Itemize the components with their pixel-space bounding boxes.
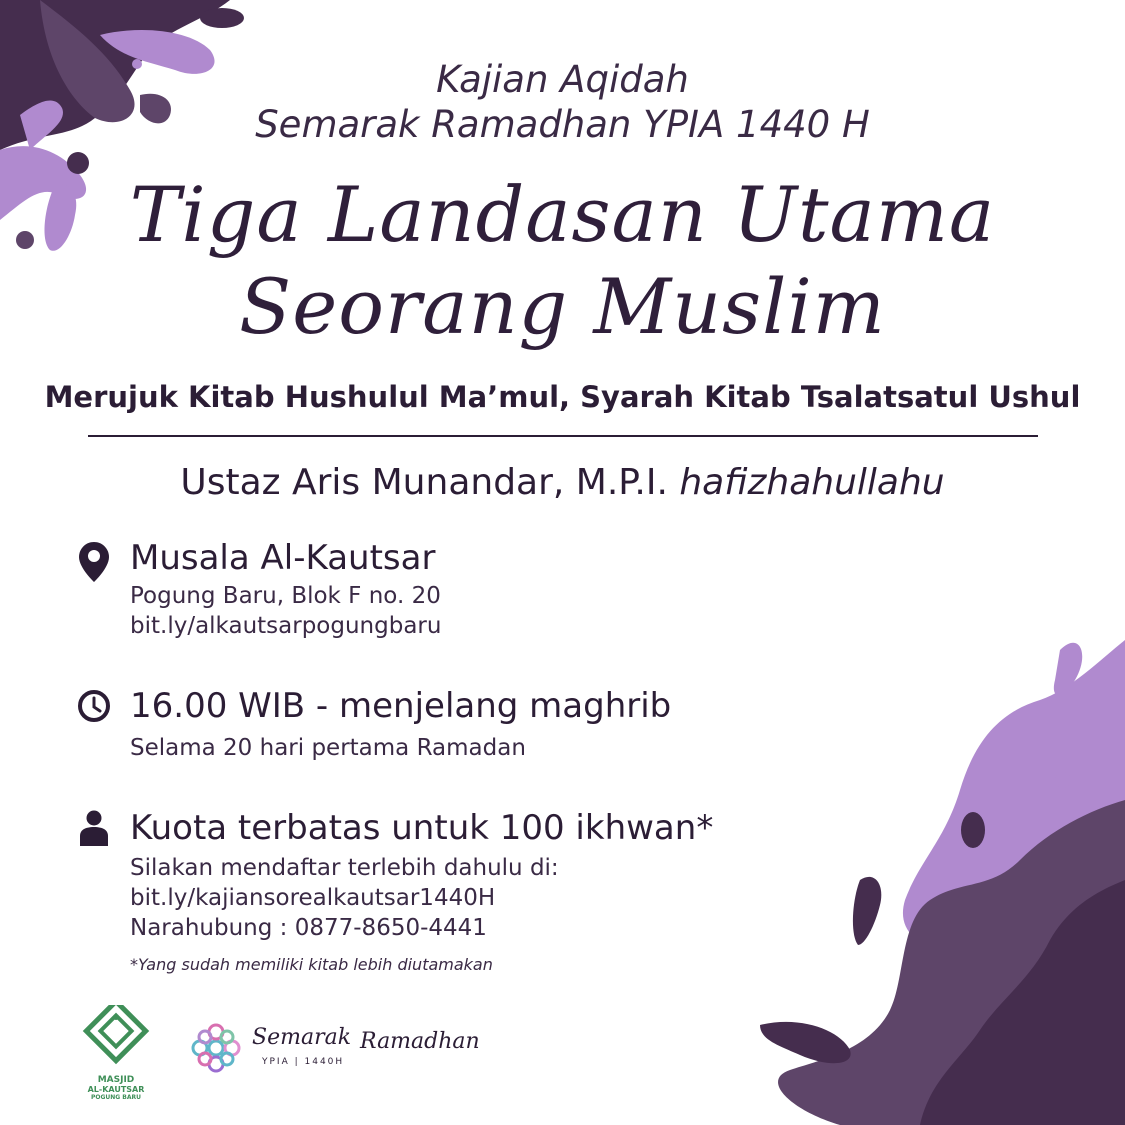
time-heading: 16.00 WIB - menjelang maghrib [130,686,672,726]
time-detail: Selama 20 hari pertama Ramadan [130,735,526,761]
semarak-word: Semarak [252,1025,352,1050]
divider [88,435,1038,437]
semarak-ramadhan-logo [252,1025,480,1075]
quota-line-2[interactable]: bit.ly/kajiansorealkautsar1440H [130,885,496,911]
quota-heading: Kuota terbatas untuk 100 ikhwan* [130,808,714,848]
ypia-mandala-icon [188,1020,244,1076]
quota-note: *Yang sudah memiliki kitab lebih diutamakan [130,955,493,974]
location-address: Pogung Baru, Blok F no. 20 [130,583,441,609]
speaker-name: Ustaz Aris Munandar, M.P.I. [180,462,668,503]
kicker-line-2: Semarak Ramadhan YPIA 1440 H [255,103,870,146]
person-icon [80,810,108,846]
masjid-logo-line-3: POGUNG BARU [90,1094,142,1101]
quota-line-3: Narahubung : 0877-8650-4441 [130,915,487,941]
quota-line-1: Silakan mendaftar terlebih dahulu di: [130,855,559,881]
clock-icon [77,689,111,723]
ramadhan-word: Ramadhan [360,1029,480,1054]
title-line-1: Tiga Landasan Utama [129,170,996,259]
kicker-line-1: Kajian Aqidah [436,58,689,101]
location-name: Musala Al-Kautsar [130,538,436,578]
subtitle: Merujuk Kitab Hushulul Ma’mul, Syarah Kitab Tsalatsatul Ushul [44,380,1081,414]
title-line-2: Seorang Muslim [239,262,886,351]
masjid-logo-line-2: AL-KAUTSAR [87,1085,145,1094]
speaker [0,462,1125,503]
masjid-logo-line-1: MASJID [97,1075,135,1085]
ypia-tag: YPIA | 1440H [262,1057,345,1067]
masjid-logo [78,1005,154,1100]
speaker-honorific: hafizhahullahu [679,462,945,503]
location-link[interactable]: bit.ly/alkautsarpogungbaru [130,613,442,639]
map-pin-icon [79,542,109,582]
masjid-logo-emblem [78,1005,154,1071]
